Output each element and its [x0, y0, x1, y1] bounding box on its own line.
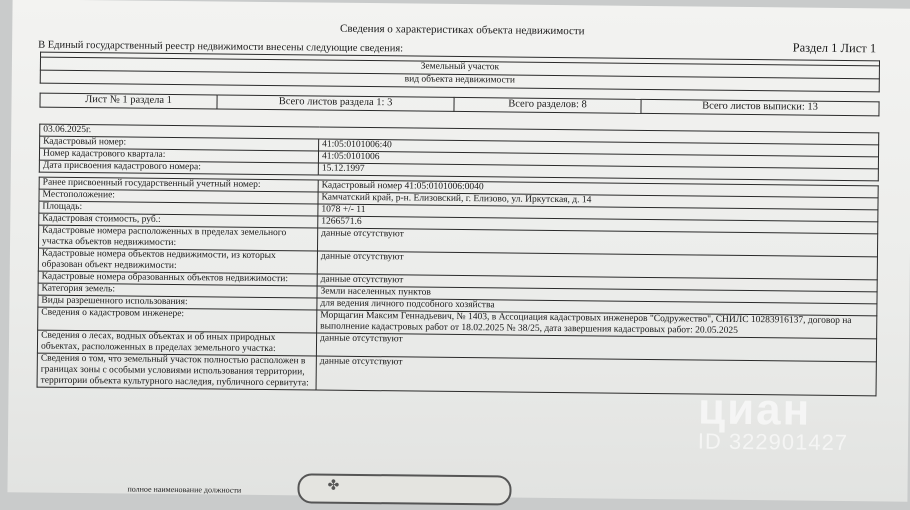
row-value: данные отсутствуют	[317, 228, 877, 257]
watermark	[698, 385, 849, 457]
row-label: Виды разрешенного использования:	[38, 295, 317, 310]
row-label: Кадастровые номера образованных объектов недвижимости:	[38, 271, 317, 286]
row-value: 41:05:0101006	[318, 151, 878, 169]
document-title: Сведения о характеристиках объекта недвижимости	[339, 22, 585, 38]
row-value: для ведения личного подсобного хозяйства	[317, 298, 877, 316]
watermark-id: ID 322901427	[697, 428, 849, 456]
row-label: Кадастровая стоимость, руб.:	[39, 213, 318, 228]
row-label: Дата присвоения кадастрового номера:	[39, 160, 318, 175]
row-value: Земли населенных пунктов	[317, 286, 877, 304]
row-label: Кадастровые номера расположенных в пределах земельного участка объектов недвижимости:	[39, 225, 318, 251]
sections-total: Всего разделов: 8	[454, 97, 641, 113]
row-value: 41:05:0101006:40	[319, 139, 879, 157]
row-value: Кадастровый номер 41:05:0101006:0040	[318, 180, 878, 198]
position-caption: полное наименование должности	[127, 484, 242, 495]
row-value: Морщагин Максим Геннадьевич, № 1403, в Ассоциация кадастровых инженеров "Содружество", СНИЛС 10283916137, договор на выполнение кадастровых работ от 18.02.2025 № 38/25, дата завершения кадастровых работ: 20.05.2025	[317, 310, 877, 339]
row-label: Сведения о том, что земельный участок полностью расположен в границах зоны с особыми условиями использования территории, территории объекта культурного наследия, публичного сервитута:	[37, 353, 316, 390]
row-label: Местоположение:	[39, 189, 318, 204]
sheet-number: Лист № 1 раздела 1	[40, 93, 217, 109]
object-type-table	[40, 52, 880, 93]
row-value: 1266571.6	[318, 216, 878, 234]
sheets-total: Всего листов выписки: 13	[641, 99, 879, 115]
row-label: Категория земель:	[38, 283, 317, 298]
cadastral-data-table	[37, 124, 880, 397]
row-value: Камчатский край, р-н. Елизовский, г. Елизово, ул. Иркутская, д. 14	[318, 192, 878, 210]
sheets-in-section: Всего листов раздела 1: 3	[217, 95, 454, 111]
intro-text: В Единый государственный реестр недвижимости внесены следующие сведения:	[38, 39, 404, 55]
row-label: Сведения о кадастровом инженере:	[38, 307, 317, 333]
emblem-icon: ✤	[327, 478, 340, 494]
object-type: Земельный участок	[40, 57, 879, 79]
section-label: Раздел 1 Лист 1	[792, 40, 877, 56]
document-sheet	[7, 0, 910, 502]
sheet-meta-table	[39, 93, 879, 117]
signature-stamp	[297, 473, 511, 505]
row-label: Кадастровые номера объектов недвижимости, из которых образован объект недвижимости:	[38, 248, 317, 274]
row-label: Номер кадастрового квартала:	[39, 148, 318, 163]
row-value: данные отсутствуют	[317, 274, 877, 292]
row-value: данные отсутствуют	[317, 251, 877, 280]
row-value: данные отсутствуют	[316, 333, 876, 362]
issue-date: 03.06.2025г.	[40, 124, 879, 145]
row-value: 15.12.1997	[318, 163, 878, 181]
row-value: данные отсутствуют	[316, 356, 876, 396]
object-type-caption: вид объекта недвижимости	[40, 70, 879, 92]
row-value: 1078 +/- 11	[318, 204, 878, 222]
row-label: Ранее присвоенный государственный учетный номер:	[39, 177, 318, 192]
watermark-logo: циан	[697, 384, 812, 435]
row-label: Сведения о лесах, водных объектах и об иных природных объектах, расположенных в пределах земельного участка:	[37, 330, 316, 356]
row-label: Площадь:	[39, 201, 318, 216]
row-label: Кадастровый номер:	[40, 136, 319, 151]
